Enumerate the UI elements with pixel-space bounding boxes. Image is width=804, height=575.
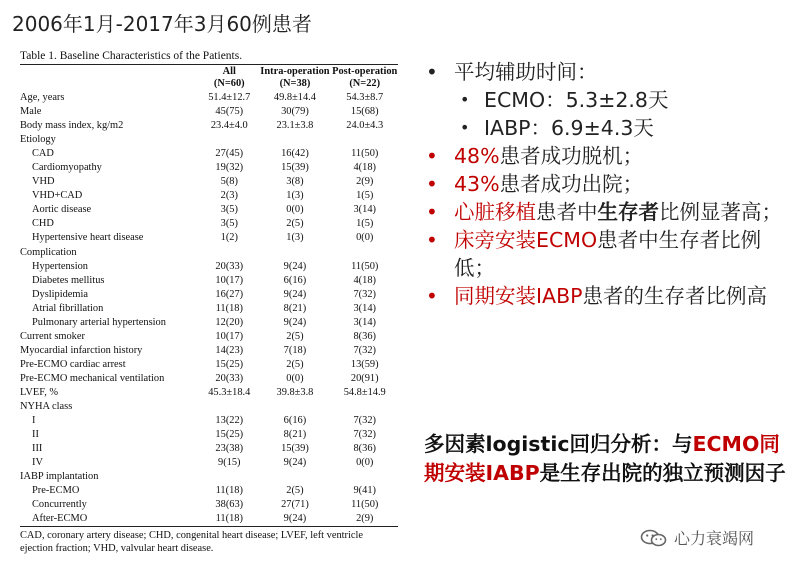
bullet-concurrent-iabp: • 同期安装IABP患者的生存者比例高 (426, 284, 767, 308)
cell-intra-operation: 6(16) (283, 415, 307, 427)
table-row (20, 133, 398, 147)
row-label: IABP implantation (20, 471, 99, 483)
cell-post-operation: 7(32) (353, 429, 376, 441)
cell-intra-operation: 9(24) (283, 260, 307, 272)
cell-all: 23.4±4.0 (210, 120, 248, 132)
row-label: After-ECMO (32, 513, 88, 525)
bullet-bedside-ecmo: • 床旁安装ECMO患者中生存者比例低； (426, 228, 762, 280)
cell-all: 1(2) (220, 232, 238, 244)
table-bottom-rule (20, 526, 398, 527)
baseline-table-panel (20, 50, 398, 555)
bullet-heart-transplant: • 心脏移植患者中生存者比例显著高； (426, 200, 782, 224)
cell-intra-operation: 3(8) (286, 176, 304, 188)
cell-post-operation: 8(36) (353, 330, 376, 342)
cell-all: 14(23) (215, 344, 244, 356)
cell-intra-operation: 15(39) (281, 162, 309, 174)
table-row (20, 498, 398, 512)
row-label: Current smoker (20, 330, 85, 342)
table-row (20, 231, 398, 245)
table-row (20, 358, 398, 372)
table-footnote: CAD, coronary artery disease; CHD, congenital heart disease; LVEF, left ventricle ejection fraction; VHD, valvular heart disease. (20, 530, 364, 555)
row-label: I (32, 415, 36, 427)
cell-intra-operation (258, 400, 331, 414)
cell-all: 15(25) (215, 429, 244, 441)
row-label: Etiology (20, 134, 56, 146)
cell-intra-operation: 8(21) (283, 302, 307, 314)
cell-all: 9(15) (218, 457, 241, 469)
table-row (20, 147, 398, 161)
cell-all: 20(33) (215, 372, 244, 384)
table-row (20, 400, 398, 414)
bullet-discharge: • 43%患者成功出院； (426, 172, 644, 196)
cell-post-operation (331, 400, 398, 414)
cell-post-operation: 0(0) (356, 232, 374, 244)
findings-bullet-list (424, 58, 794, 310)
cell-post-operation (331, 470, 398, 484)
watermark-text: 心力衰竭网 (674, 529, 755, 548)
row-label: NYHA class (20, 401, 73, 413)
column-header-intra-operation: Intra-operation (N=38) (260, 66, 330, 89)
cell-post-operation: 54.3±8.7 (346, 92, 384, 103)
cell-all: 2(3) (220, 190, 238, 202)
row-label: Pre-ECMO cardiac arrest (20, 358, 126, 370)
table-row (20, 189, 398, 203)
cell-intra-operation (258, 133, 331, 147)
row-label: Pre-ECMO (32, 485, 80, 497)
cell-all: 16(27) (215, 288, 244, 300)
cell-post-operation: 11(50) (351, 148, 379, 160)
cell-post-operation: 8(36) (353, 443, 376, 455)
cell-post-operation: 1(5) (356, 190, 374, 202)
cell-intra-operation (258, 470, 331, 484)
table-row (20, 217, 398, 231)
table-row (20, 175, 398, 189)
cell-post-operation: 3(14) (353, 302, 376, 314)
cell-intra-operation: 2(5) (286, 485, 304, 497)
row-label: Complication (20, 246, 77, 258)
cell-post-operation (331, 246, 398, 260)
row-label: Dyslipidemia (32, 288, 88, 300)
cell-post-operation (331, 133, 398, 147)
row-label: LVEF, % (20, 386, 59, 398)
bullet-dot-icon: • (426, 172, 438, 196)
cell-all (200, 470, 258, 484)
table-row (20, 372, 398, 386)
cell-intra-operation: 27(71) (281, 499, 309, 511)
table-row (20, 442, 398, 456)
table-row (20, 246, 398, 260)
sub-bullet-ecmo: • ECMO：5.3±2.8天 (460, 88, 669, 112)
table-row (20, 105, 398, 119)
cell-intra-operation: 7(18) (283, 344, 307, 356)
bullet-weaning: • 48%患者成功脱机； (426, 144, 644, 168)
table-row (20, 316, 398, 330)
bullet-support-time: • 平均辅助时间： (426, 60, 598, 84)
cell-post-operation: 54.8±14.9 (343, 386, 386, 398)
cell-all: 5(8) (220, 176, 238, 188)
cell-post-operation: 3(14) (353, 204, 376, 216)
cell-intra-operation: 0(0) (286, 372, 304, 384)
table-row (20, 302, 398, 316)
cell-intra-operation: 2(5) (286, 358, 304, 370)
cell-all: 27(45) (215, 148, 244, 160)
row-label: CHD (32, 218, 54, 230)
row-label: Hypertensive heart disease (32, 232, 144, 244)
column-header-all: All (N=60) (213, 66, 245, 89)
bullet-dot-icon: • (460, 90, 470, 109)
cell-all: 19(32) (215, 162, 244, 174)
row-label: Concurrently (32, 499, 87, 511)
table-caption: Table 1. Baseline Characteristics of the Patients. (20, 50, 243, 62)
row-label: Atrial fibrillation (32, 302, 104, 314)
row-label: Hypertension (32, 260, 88, 272)
row-label: Body mass index, kg/m2 (20, 120, 124, 132)
cell-all (200, 133, 258, 147)
cell-post-operation: 15(68) (350, 106, 379, 118)
row-label: VHD+CAD (32, 190, 83, 202)
row-label: Pre-ECMO mechanical ventilation (20, 372, 165, 384)
table-row (20, 414, 398, 428)
cell-all: 45.3±18.4 (208, 386, 251, 398)
cell-post-operation: 7(32) (353, 288, 376, 300)
wechat-logo-icon (640, 528, 668, 548)
logistic-regression-conclusion: 多因素logistic回归分析：与ECMO同期安装IABP是生存出院的独立预测因子 (424, 432, 786, 485)
table-row (20, 119, 398, 133)
cell-all: 45(75) (215, 106, 244, 118)
cell-all (200, 400, 258, 414)
cell-intra-operation: 39.8±3.8 (276, 386, 314, 398)
cell-intra-operation: 9(24) (283, 316, 307, 328)
row-label: Male (20, 106, 42, 118)
cell-all: 20(33) (215, 260, 244, 272)
slide-title: 2006年1月-2017年3月60例患者 (12, 12, 312, 36)
cell-all: 3(5) (220, 204, 238, 216)
table-row (20, 203, 398, 217)
cell-all: 10(17) (215, 330, 244, 342)
row-label: Age, years (20, 92, 65, 103)
cell-all: 11(18) (215, 302, 243, 314)
table-body (20, 91, 398, 526)
cell-intra-operation: 23.1±3.8 (276, 120, 314, 132)
baseline-characteristics-table (20, 65, 398, 526)
cell-post-operation: 11(50) (351, 260, 379, 272)
column-header-post-operation: Post-operation (N=22) (332, 66, 398, 89)
row-label: Diabetes mellitus (32, 274, 105, 286)
row-label: Myocardial infarction history (20, 344, 143, 356)
cell-post-operation: 7(32) (353, 344, 376, 356)
table-row (20, 288, 398, 302)
cell-intra-operation: 9(24) (283, 288, 307, 300)
cell-post-operation: 2(9) (356, 176, 374, 188)
cell-all: 23(38) (215, 443, 244, 455)
cell-intra-operation: 16(42) (281, 148, 309, 160)
cell-all: 3(5) (220, 218, 238, 230)
table-row (20, 484, 398, 498)
cell-intra-operation: 8(21) (283, 429, 307, 441)
table-row (20, 260, 398, 274)
row-label: Aortic disease (32, 204, 92, 216)
cell-post-operation: 20(91) (350, 372, 379, 384)
table-row (20, 512, 398, 526)
cell-intra-operation: 30(79) (281, 106, 309, 118)
table-row (20, 161, 398, 175)
table-header (20, 65, 398, 91)
bullet-dot-icon: • (426, 60, 438, 84)
table-row (20, 274, 398, 288)
cell-all: 13(22) (215, 415, 244, 427)
bullet-dot-icon: • (426, 144, 438, 168)
cell-intra-operation: 6(16) (283, 274, 307, 286)
watermark (640, 526, 754, 549)
cell-intra-operation: 2(5) (286, 330, 304, 342)
row-label: Cardiomyopathy (32, 162, 102, 174)
row-label: VHD (32, 176, 55, 188)
cell-all: 51.4±12.7 (208, 92, 251, 103)
row-label: CAD (32, 148, 54, 160)
row-label: IV (32, 457, 43, 469)
cell-post-operation: 4(18) (353, 274, 376, 286)
cell-post-operation: 2(9) (356, 513, 374, 525)
cell-post-operation: 4(18) (353, 162, 376, 174)
cell-intra-operation: 1(3) (286, 232, 304, 244)
column-header-label (20, 65, 200, 91)
table-row (20, 386, 398, 400)
cell-all: 11(18) (215, 485, 243, 497)
cell-intra-operation: 0(0) (286, 204, 304, 216)
table-row (20, 456, 398, 470)
table-row (20, 91, 398, 105)
cell-all (200, 246, 258, 260)
bullet-dot-icon: • (460, 118, 470, 137)
bullet-dot-icon: • (426, 228, 438, 252)
cell-all: 15(25) (215, 358, 244, 370)
cell-intra-operation: 1(3) (286, 190, 304, 202)
row-label: Pulmonary arterial hypertension (32, 316, 166, 328)
table-row (20, 330, 398, 344)
table-row (20, 344, 398, 358)
cell-post-operation: 13(59) (350, 358, 379, 370)
sub-bullet-iabp: • IABP：6.9±4.3天 (460, 116, 654, 140)
cell-intra-operation (258, 246, 331, 260)
cell-post-operation: 7(32) (353, 415, 376, 427)
cell-all: 38(63) (215, 499, 244, 511)
cell-post-operation: 3(14) (353, 316, 376, 328)
table-row (20, 428, 398, 442)
cell-post-operation: 11(50) (351, 499, 379, 511)
cell-intra-operation: 9(24) (283, 513, 307, 525)
row-label: II (32, 429, 39, 441)
table-row (20, 470, 398, 484)
cell-intra-operation: 15(39) (281, 443, 309, 455)
cell-post-operation: 1(5) (356, 218, 374, 230)
bullet-dot-icon: • (426, 284, 438, 308)
bullet-dot-icon: • (426, 200, 438, 224)
cell-intra-operation: 2(5) (286, 218, 304, 230)
row-label: III (32, 443, 43, 455)
cell-post-operation: 9(41) (353, 485, 376, 497)
cell-all: 12(20) (215, 316, 244, 328)
cell-post-operation: 0(0) (356, 457, 374, 469)
cell-intra-operation: 49.8±14.4 (273, 92, 316, 103)
cell-post-operation: 24.0±4.3 (346, 120, 384, 132)
cell-all: 10(17) (215, 274, 244, 286)
cell-intra-operation: 9(24) (283, 457, 307, 469)
cell-all: 11(18) (215, 513, 243, 525)
